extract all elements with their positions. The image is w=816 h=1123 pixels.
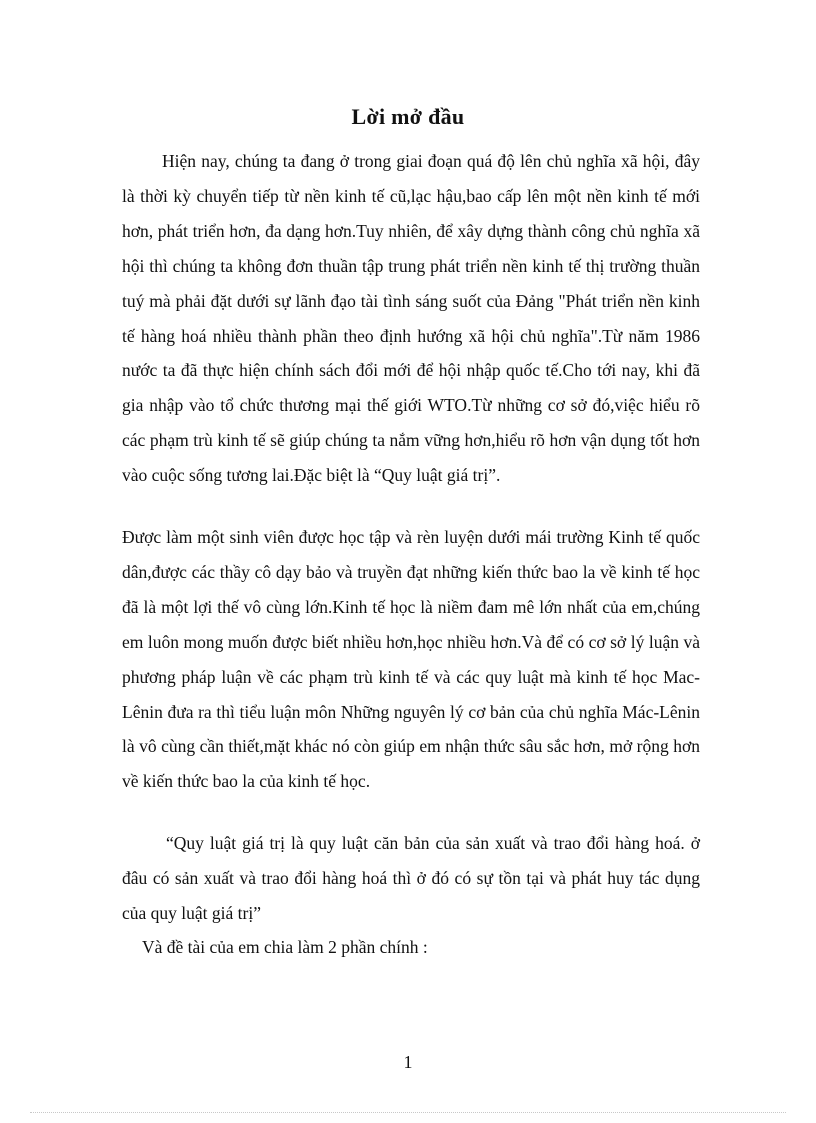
outline-paragraph: Và đề tài của em chia làm 2 phần chính : <box>142 937 428 957</box>
intro-paragraph: Hiện nay, chúng ta đang ở trong giai đoạn quá độ lên chủ nghĩa xã hội, đây là thời kỳ chuyển tiếp từ nền kinh tế cũ,lạc hậu,bao cấp lên một nền kinh tế mới hơn, phát triển hơn, đa dạng hơn.Tuy nhiên, để xây dựng thành công chủ nghĩa xã hội thì chúng ta không đơn thuần tập trung phát triển nền kinh tế thị trường thuần tuý mà phải đặt dưới sự lãnh đạo tài tình sáng suốt của Đảng "Phát triển nền kinh tế hàng hoá nhiều thành phần theo định hướng xã hội chủ nghĩa".Từ năm 1986 nước ta đã thực hiện chính sách đổi mới để hội nhập quốc tế.Cho tới nay, khi đã gia nhập vào tổ chức thương mại thế giới WTO.Từ những cơ sở đó,việc hiểu rõ các phạm trù kinh tế sẽ giúp chúng ta nắm vững hơn,hiểu rõ hơn vận dụng tốt hơn vào cuộc sống tương lai.Đặc biệt là “Quy luật giá trị”. <box>122 151 700 486</box>
footer-divider <box>30 1112 786 1113</box>
page-number: 1 <box>403 1052 413 1072</box>
student-paragraph: Được làm một sinh viên được học tập và rèn luyện dưới mái trường Kinh tế quốc dân,được các thầy cô dạy bảo và truyền đạt những kiến thức bao la về kinh tế học đã là một lợi thế vô cùng lớn.Kinh tế học là niềm đam mê lớn nhất của em,chúng em luôn mong muốn được biết nhiều hơn,học nhiều hơn.Và để có cơ sở lý luận và phương pháp luận về các phạm trù kinh tế và các quy luật mà kinh tế học Mac-Lênin đưa ra thì tiểu luận môn Những nguyên lý cơ bản của chủ nghĩa Mác-Lênin là vô cùng cần thiết,mặt khác nó còn giúp em nhận thức sâu sắc hơn, mở rộng hơn về kiến thức bao la của kinh tế học. <box>122 527 700 792</box>
quote-paragraph: “Quy luật giá trị là quy luật căn bản của sản xuất và trao đổi hàng hoá. ở đâu có sản xuất và trao đổi hàng hoá thì ở đó có sự tồn tại và phát huy tác dụng của quy luật giá trị” <box>122 833 700 923</box>
page-title: Lời mở đầu <box>351 104 465 129</box>
